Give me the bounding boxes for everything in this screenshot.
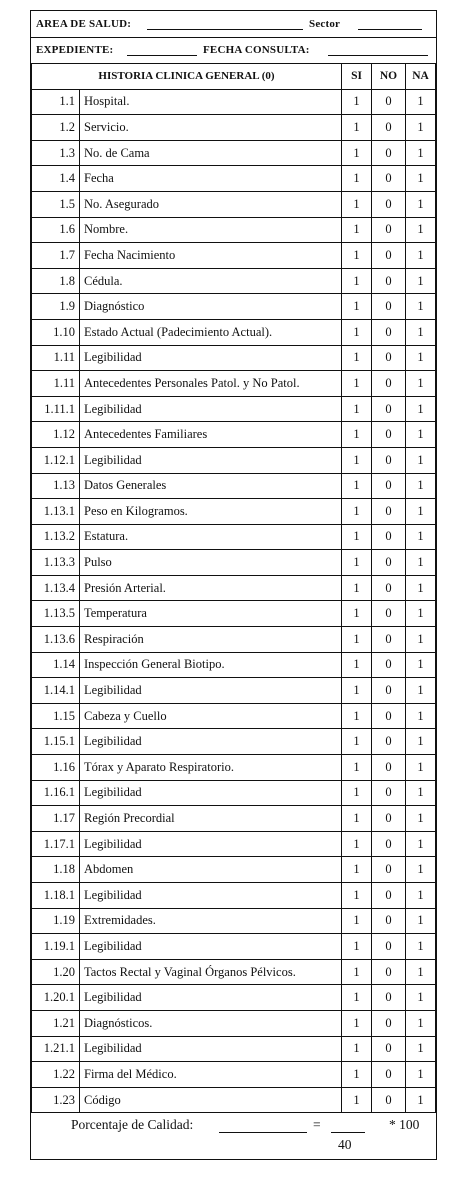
table-row (32, 89, 436, 115)
row-label: Legibilidad (80, 396, 342, 422)
row-number: 1.19 (32, 908, 80, 934)
si-value[interactable]: 1 (342, 345, 372, 371)
table-row (32, 499, 436, 525)
no-value[interactable]: 0 (372, 934, 406, 960)
row-label: Datos Generales (80, 473, 342, 499)
na-value[interactable]: 1 (406, 140, 436, 166)
table-row (32, 883, 436, 909)
na-value[interactable]: 1 (406, 575, 436, 601)
si-value[interactable]: 1 (342, 319, 372, 345)
na-value[interactable]: 1 (406, 217, 436, 243)
si-value[interactable]: 1 (342, 883, 372, 909)
header-row-area (31, 11, 436, 38)
fecha-consulta-label: FECHA CONSULTA: (203, 44, 310, 56)
row-number: 1.12 (32, 422, 80, 448)
table-row (32, 396, 436, 422)
row-label: Peso en Kilogramos. (80, 499, 342, 525)
no-value[interactable]: 0 (372, 601, 406, 627)
expediente-input-line[interactable] (127, 55, 197, 56)
no-value[interactable]: 0 (372, 140, 406, 166)
no-value[interactable]: 0 (372, 524, 406, 550)
row-label: Diagnóstico (80, 294, 342, 320)
na-value[interactable]: 1 (406, 499, 436, 525)
row-label: Fecha (80, 166, 342, 192)
row-number: 1.13 (32, 473, 80, 499)
table-row (32, 1087, 436, 1113)
table-row (32, 191, 436, 217)
na-value[interactable]: 1 (406, 755, 436, 781)
row-number: 1.14.1 (32, 678, 80, 704)
sector-label: Sector (309, 18, 341, 30)
row-label: Legibilidad (80, 447, 342, 473)
table-row (32, 575, 436, 601)
na-value[interactable]: 1 (406, 550, 436, 576)
row-number: 1.13.5 (32, 601, 80, 627)
table-row (32, 678, 436, 704)
no-value[interactable]: 0 (372, 89, 406, 115)
row-label: Antecedentes Familiares (80, 422, 342, 448)
quality-percentage-footer (31, 1111, 436, 1159)
si-value[interactable]: 1 (342, 243, 372, 269)
row-label: Tórax y Aparato Respiratorio. (80, 755, 342, 781)
no-value[interactable]: 0 (372, 959, 406, 985)
row-label: Legibilidad (80, 934, 342, 960)
equals-sign: = (313, 1117, 321, 1132)
si-value[interactable]: 1 (342, 140, 372, 166)
na-value[interactable]: 1 (406, 934, 436, 960)
table-row (32, 243, 436, 269)
table-row (32, 422, 436, 448)
na-value[interactable]: 1 (406, 883, 436, 909)
table-header-row (32, 64, 436, 90)
no-value[interactable]: 0 (372, 678, 406, 704)
table-row (32, 140, 436, 166)
no-value[interactable]: 0 (372, 575, 406, 601)
na-value[interactable]: 1 (406, 422, 436, 448)
table-row (32, 934, 436, 960)
row-number: 1.16 (32, 755, 80, 781)
na-value[interactable]: 1 (406, 294, 436, 320)
na-value[interactable]: 1 (406, 371, 436, 397)
si-value[interactable]: 1 (342, 678, 372, 704)
quality-percentage-label: Porcentaje de Calidad: (71, 1117, 194, 1132)
row-label: Código (80, 1087, 342, 1113)
si-value[interactable]: 1 (342, 422, 372, 448)
row-number: 1.20.1 (32, 985, 80, 1011)
row-number: 1.21.1 (32, 1036, 80, 1062)
row-number: 1.23 (32, 1087, 80, 1113)
table-row (32, 601, 436, 627)
no-value[interactable]: 0 (372, 243, 406, 269)
na-value[interactable]: 1 (406, 115, 436, 141)
row-number: 1.13.2 (32, 524, 80, 550)
row-label: Cabeza y Cuello (80, 703, 342, 729)
expediente-label: EXPEDIENTE: (36, 44, 114, 56)
table-row (32, 371, 436, 397)
row-label: No. Asegurado (80, 191, 342, 217)
si-value[interactable]: 1 (342, 627, 372, 653)
row-number: 1.13.1 (32, 499, 80, 525)
si-value[interactable]: 1 (342, 908, 372, 934)
si-value[interactable]: 1 (342, 755, 372, 781)
row-label: Respiración (80, 627, 342, 653)
no-value[interactable]: 0 (372, 422, 406, 448)
row-number: 1.15.1 (32, 729, 80, 755)
si-value[interactable]: 1 (342, 499, 372, 525)
table-row (32, 294, 436, 320)
header-row-expediente (31, 37, 436, 64)
si-value[interactable]: 1 (342, 191, 372, 217)
row-label: Antecedentes Personales Patol. y No Patol. (80, 371, 342, 397)
row-number: 1.7 (32, 243, 80, 269)
table-row (32, 729, 436, 755)
si-value[interactable]: 1 (342, 115, 372, 141)
si-value[interactable]: 1 (342, 1036, 372, 1062)
no-value[interactable]: 0 (372, 550, 406, 576)
table-row (32, 780, 436, 806)
no-value[interactable]: 0 (372, 294, 406, 320)
multiplier-text: * 100 (389, 1117, 420, 1132)
na-value[interactable]: 1 (406, 396, 436, 422)
si-value[interactable]: 1 (342, 217, 372, 243)
table-row (32, 652, 436, 678)
table-row (32, 345, 436, 371)
row-label: Legibilidad (80, 345, 342, 371)
table-row (32, 447, 436, 473)
na-value[interactable]: 1 (406, 678, 436, 704)
criteria-table (31, 63, 436, 1113)
denominator-value: 40 (338, 1137, 352, 1152)
fecha-consulta-input-line[interactable] (328, 55, 428, 56)
row-label: Legibilidad (80, 831, 342, 857)
row-label: Pulso (80, 550, 342, 576)
row-number: 1.19.1 (32, 934, 80, 960)
row-label: Estado Actual (Padecimiento Actual). (80, 319, 342, 345)
na-value[interactable]: 1 (406, 1010, 436, 1036)
row-label: Diagnósticos. (80, 1010, 342, 1036)
area-input-line[interactable] (147, 29, 303, 30)
si-value[interactable]: 1 (342, 1062, 372, 1088)
row-label: Legibilidad (80, 1036, 342, 1062)
table-row (32, 806, 436, 832)
row-number: 1.4 (32, 166, 80, 192)
row-label: Cédula. (80, 268, 342, 294)
row-number: 1.12.1 (32, 447, 80, 473)
row-number: 1.1 (32, 89, 80, 115)
table-row (32, 217, 436, 243)
si-value[interactable]: 1 (342, 780, 372, 806)
table-row (32, 268, 436, 294)
no-value[interactable]: 0 (372, 345, 406, 371)
row-label: Firma del Médico. (80, 1062, 342, 1088)
na-value[interactable]: 1 (406, 473, 436, 499)
no-value[interactable]: 0 (372, 217, 406, 243)
na-value[interactable]: 1 (406, 959, 436, 985)
row-number: 1.14 (32, 652, 80, 678)
table-row (32, 703, 436, 729)
row-label: Presión Arterial. (80, 575, 342, 601)
no-value[interactable]: 0 (372, 627, 406, 653)
no-value[interactable]: 0 (372, 499, 406, 525)
row-label: No. de Cama (80, 140, 342, 166)
si-value[interactable]: 1 (342, 447, 372, 473)
row-number: 1.15 (32, 703, 80, 729)
no-value[interactable]: 0 (372, 703, 406, 729)
row-number: 1.16.1 (32, 780, 80, 806)
si-value[interactable]: 1 (342, 396, 372, 422)
na-value[interactable]: 1 (406, 806, 436, 832)
table-row (32, 985, 436, 1011)
na-value[interactable]: 1 (406, 627, 436, 653)
si-value[interactable]: 1 (342, 166, 372, 192)
si-value[interactable]: 1 (342, 1087, 372, 1113)
row-number: 1.2 (32, 115, 80, 141)
si-value[interactable]: 1 (342, 575, 372, 601)
row-number: 1.3 (32, 140, 80, 166)
row-label: Legibilidad (80, 678, 342, 704)
row-label: Hospital. (80, 89, 342, 115)
si-value[interactable]: 1 (342, 550, 372, 576)
na-value[interactable]: 1 (406, 729, 436, 755)
na-value[interactable]: 1 (406, 985, 436, 1011)
row-number: 1.13.6 (32, 627, 80, 653)
row-label: Temperatura (80, 601, 342, 627)
row-number: 1.11.1 (32, 396, 80, 422)
fraction-line (331, 1117, 365, 1133)
si-value[interactable]: 1 (342, 89, 372, 115)
si-value[interactable]: 1 (342, 652, 372, 678)
no-value[interactable]: 0 (372, 857, 406, 883)
si-value[interactable]: 1 (342, 985, 372, 1011)
si-value[interactable]: 1 (342, 959, 372, 985)
row-number: 1.8 (32, 268, 80, 294)
na-value[interactable]: 1 (406, 268, 436, 294)
row-label: Legibilidad (80, 883, 342, 909)
table-row (32, 627, 436, 653)
row-label: Región Precordial (80, 806, 342, 832)
no-value[interactable]: 0 (372, 908, 406, 934)
no-value[interactable]: 0 (372, 166, 406, 192)
si-value[interactable]: 1 (342, 294, 372, 320)
table-row (32, 755, 436, 781)
na-value[interactable]: 1 (406, 1036, 436, 1062)
row-label: Estatura. (80, 524, 342, 550)
na-value[interactable]: 1 (406, 166, 436, 192)
table-row (32, 473, 436, 499)
na-value[interactable]: 1 (406, 780, 436, 806)
row-label: Extremidades. (80, 908, 342, 934)
row-number: 1.6 (32, 217, 80, 243)
na-value[interactable]: 1 (406, 1087, 436, 1113)
si-value[interactable]: 1 (342, 831, 372, 857)
table-row (32, 857, 436, 883)
table-row (32, 1036, 436, 1062)
no-value[interactable]: 0 (372, 806, 406, 832)
no-value[interactable]: 0 (372, 883, 406, 909)
row-number: 1.21 (32, 1010, 80, 1036)
na-value[interactable]: 1 (406, 319, 436, 345)
no-value[interactable]: 0 (372, 780, 406, 806)
table-row (32, 166, 436, 192)
na-value[interactable]: 1 (406, 908, 436, 934)
no-value[interactable]: 0 (372, 729, 406, 755)
si-value[interactable]: 1 (342, 601, 372, 627)
no-value[interactable]: 0 (372, 268, 406, 294)
row-number: 1.10 (32, 319, 80, 345)
na-value[interactable]: 1 (406, 524, 436, 550)
na-value[interactable]: 1 (406, 345, 436, 371)
row-label: Legibilidad (80, 985, 342, 1011)
na-value[interactable]: 1 (406, 1062, 436, 1088)
na-value[interactable]: 1 (406, 831, 436, 857)
row-number: 1.20 (32, 959, 80, 985)
na-value[interactable]: 1 (406, 191, 436, 217)
table-row (32, 524, 436, 550)
si-value[interactable]: 1 (342, 1010, 372, 1036)
na-value[interactable]: 1 (406, 447, 436, 473)
no-value[interactable]: 0 (372, 191, 406, 217)
na-value[interactable]: 1 (406, 89, 436, 115)
table-row (32, 115, 436, 141)
col-si-header: SI (342, 64, 372, 90)
si-value[interactable]: 1 (342, 371, 372, 397)
table-title: HISTORIA CLINICA GENERAL (0) (32, 64, 342, 90)
no-value[interactable]: 0 (372, 755, 406, 781)
si-value[interactable]: 1 (342, 703, 372, 729)
no-value[interactable]: 0 (372, 371, 406, 397)
si-value[interactable]: 1 (342, 473, 372, 499)
table-row (32, 908, 436, 934)
row-label: Nombre. (80, 217, 342, 243)
no-value[interactable]: 0 (372, 115, 406, 141)
no-value[interactable]: 0 (372, 1036, 406, 1062)
table-row (32, 1062, 436, 1088)
no-value[interactable]: 0 (372, 985, 406, 1011)
no-value[interactable]: 0 (372, 1062, 406, 1088)
na-value[interactable]: 1 (406, 652, 436, 678)
row-number: 1.13.3 (32, 550, 80, 576)
row-label: Legibilidad (80, 729, 342, 755)
area-label: AREA DE SALUD: (36, 18, 132, 30)
row-number: 1.18 (32, 857, 80, 883)
row-number: 1.11 (32, 345, 80, 371)
row-number: 1.17 (32, 806, 80, 832)
si-value[interactable]: 1 (342, 524, 372, 550)
table-row (32, 550, 436, 576)
table-row (32, 1010, 436, 1036)
row-number: 1.17.1 (32, 831, 80, 857)
numerator-blank[interactable] (219, 1117, 307, 1133)
row-label: Tactos Rectal y Vaginal Órganos Pélvicos. (80, 959, 342, 985)
no-value[interactable]: 0 (372, 319, 406, 345)
sector-input-line[interactable] (358, 29, 422, 30)
row-label: Legibilidad (80, 780, 342, 806)
col-no-header: NO (372, 64, 406, 90)
col-na-header: NA (406, 64, 436, 90)
table-row (32, 959, 436, 985)
na-value[interactable]: 1 (406, 243, 436, 269)
row-label: Servicio. (80, 115, 342, 141)
table-row (32, 831, 436, 857)
row-label: Abdomen (80, 857, 342, 883)
na-value[interactable]: 1 (406, 857, 436, 883)
row-label: Fecha Nacimiento (80, 243, 342, 269)
si-value[interactable]: 1 (342, 729, 372, 755)
row-number: 1.22 (32, 1062, 80, 1088)
row-label: Inspección General Biotipo. (80, 652, 342, 678)
na-value[interactable]: 1 (406, 601, 436, 627)
no-value[interactable]: 0 (372, 473, 406, 499)
si-value[interactable]: 1 (342, 268, 372, 294)
table-row (32, 319, 436, 345)
no-value[interactable]: 0 (372, 396, 406, 422)
si-value[interactable]: 1 (342, 857, 372, 883)
no-value[interactable]: 0 (372, 447, 406, 473)
row-number: 1.13.4 (32, 575, 80, 601)
no-value[interactable]: 0 (372, 652, 406, 678)
row-number: 1.11 (32, 371, 80, 397)
no-value[interactable]: 0 (372, 1010, 406, 1036)
no-value[interactable]: 0 (372, 831, 406, 857)
si-value[interactable]: 1 (342, 806, 372, 832)
row-number: 1.9 (32, 294, 80, 320)
row-number: 1.5 (32, 191, 80, 217)
na-value[interactable]: 1 (406, 703, 436, 729)
no-value[interactable]: 0 (372, 1087, 406, 1113)
row-number: 1.18.1 (32, 883, 80, 909)
quality-form (30, 10, 437, 1160)
si-value[interactable]: 1 (342, 934, 372, 960)
